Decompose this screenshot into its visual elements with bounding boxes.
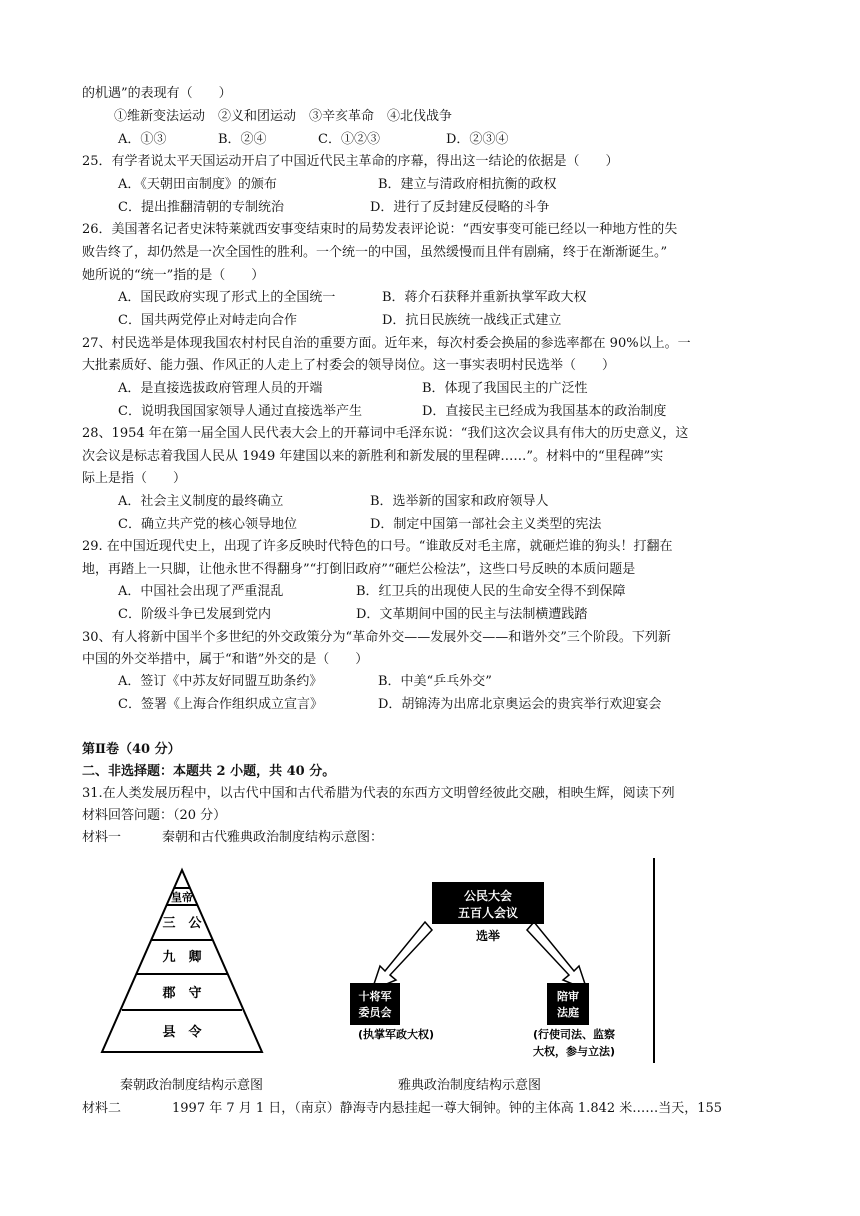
- q29-option-c: C．阶级斗争已发展到党内: [118, 607, 271, 622]
- q30-option-a: A．签订《中苏友好同盟互助条约》: [118, 674, 323, 689]
- caption-athens: 雅典政治制度结构示意图: [398, 1078, 542, 1093]
- court-label-2: 法庭: [557, 1006, 579, 1019]
- q25-option-a: A．《天朝田亩制度》的颁布: [118, 177, 277, 192]
- political-structure-diagram: [82, 850, 772, 1065]
- q28-stem-2: 次会议是标志着我国人民从 1949 年建国以来的新胜利和新发展的里程碑……”。材料中的“里程碑”实: [82, 449, 664, 464]
- q26-option-b: B．蒋介石获释并重新执掌军政大权: [382, 290, 587, 305]
- material2-label: 材料二: [82, 1101, 122, 1116]
- generals-label-1: 十将军: [358, 990, 392, 1003]
- arrow-right: [527, 922, 587, 990]
- q27-stem-1: 27、村民选举是体现我国农村村民自治的重要方面。近年来，每次村委会换届的参选率都在 90%以上。一: [82, 336, 691, 351]
- q28-option-b: B．选举新的国家和政府领导人: [370, 494, 549, 509]
- generals-label-2: 委员会: [358, 1006, 392, 1019]
- q28-option-c: C．确立共产党的核心领导地位: [118, 517, 297, 532]
- q28-option-a: A．社会主义制度的最终确立: [118, 494, 284, 509]
- material1-label: 材料一: [82, 830, 122, 845]
- q24-items: ①维新变法运动 ②义和团运动 ③辛亥革命 ④北伐战争: [114, 109, 453, 124]
- q24-option-b: B．②④: [218, 132, 267, 147]
- q26-option-d: D．抗日民族统一战线正式建立: [382, 313, 562, 328]
- q30-option-d: D．胡锦涛为出席北京奥运会的贵宾举行欢迎宴会: [378, 697, 662, 712]
- q29-stem-2: 地，再踏上一只脚，让他永世不得翻身”“打倒旧政府”“砸烂公检法”，这些口号反映的本质问题是: [82, 562, 636, 577]
- q27-option-c: C．说明我国国家领导人通过直接选举产生: [118, 404, 362, 419]
- pyramid-level-1: 皇帝: [171, 891, 193, 904]
- q30-stem-1: 30、有人将新中国半个多世纪的外交政策分为“革命外交——发展外交——和谐外交”三个阶段。下列新: [82, 630, 671, 645]
- q25-option-d: D．进行了反封建反侵略的斗争: [370, 200, 550, 215]
- q31-stem-2: 材料回答问题：（20 分）: [82, 808, 227, 823]
- pyramid-level-2: 三 公: [162, 916, 202, 931]
- q27-option-a: A．是直接选拔政府管理人员的开端: [118, 381, 323, 396]
- court-label-1: 陪审: [557, 990, 579, 1003]
- election-label: 选举: [475, 929, 501, 943]
- q30-option-c: C．签署《上海合作组织成立宣言》: [118, 697, 323, 712]
- q25-option-b: B．建立与清政府相抗衡的政权: [378, 177, 557, 192]
- section-title: 二、非选择题：本题共 2 小题，共 40 分。: [82, 764, 336, 779]
- q29-stem-1: 29. 在中国近现代史上，出现了许多反映时代特色的口号。“谁敢反对毛主席，就砸烂谁的狗头！打翻在: [82, 539, 673, 554]
- q26-option-c: C．国共两党停止对峙走向合作: [118, 313, 297, 328]
- q26-stem-1: 26．美国著名记者史沫特莱就西安事变结束时的局势发表评论说：“西安事变可能已经以一种地方性的失: [82, 222, 678, 237]
- part2-title: 第Ⅱ卷（40 分）: [82, 742, 181, 757]
- council-label: 五百人会议: [457, 906, 519, 920]
- pyramid-level-4: 郡 守: [162, 986, 202, 1001]
- q28-stem-3: 际上是指（ ）: [82, 471, 187, 486]
- q28-stem-1: 28、1954 年在第一届全国人民代表大会上的开幕词中毛泽东说：“我们这次会议具有伟大的历史意义，这: [82, 426, 689, 441]
- q25-stem: 25．有学者说太平天国运动开启了中国近代民主革命的序幕，得出这一结论的依据是（ ）: [82, 154, 619, 169]
- material1-text: 秦朝和古代雅典政治制度结构示意图：: [162, 830, 384, 845]
- pyramid-level-5: 县 令: [162, 1025, 202, 1040]
- q24-option-c: C．①②③: [318, 132, 380, 147]
- assembly-label: 公民大会: [463, 889, 513, 903]
- q29-option-a: A．中国社会出现了严重混乱: [118, 584, 284, 599]
- q24-option-a: A．①③: [118, 132, 167, 147]
- generals-caption: (执掌军政大权): [357, 1028, 435, 1041]
- court-caption-1: (行使司法、监察: [532, 1028, 616, 1041]
- q29-option-d: D．文革期间中国的民主与法制横遭践踏: [356, 607, 588, 622]
- court-caption-2: 大权，参与立法): [532, 1045, 616, 1058]
- q24-stem-tail: 的机遇”的表现有（ ）: [82, 86, 232, 101]
- q27-stem-2: 大批素质好、能力强、作风正的人走上了村委会的领导岗位。这一事实表明村民选举（ ）: [82, 358, 616, 373]
- q25-option-c: C．提出推翻清朝的专制统治: [118, 200, 284, 215]
- q30-stem-2: 中国的外交举措中，属于“和谐”外交的是（ ）: [82, 652, 369, 667]
- pyramid-level-3: 九 卿: [162, 950, 202, 965]
- q31-stem-1: 31.在人类发展历程中，以古代中国和古代希腊为代表的东西方文明曾经彼此交融，相映生辉，阅读下列: [82, 786, 675, 801]
- q30-option-b: B．中美“乒乓外交”: [378, 674, 492, 689]
- q26-option-a: A．国民政府实现了形式上的全国统一: [118, 290, 336, 305]
- caption-qin: 秦朝政治制度结构示意图: [120, 1078, 264, 1093]
- q27-option-b: B．体现了我国民主的广泛性: [422, 381, 588, 396]
- q28-option-d: D．制定中国第一部社会主义类型的宪法: [370, 517, 602, 532]
- q26-stem-2: 败告终了，却仍然是一次全国性的胜利。一个统一的中国，虽然缓慢而且伴有剧痛，终于在渐渐诞生。”: [82, 245, 668, 260]
- q29-option-b: B．红卫兵的出现使人民的生命安全得不到保障: [356, 584, 626, 599]
- material2-text: 1997 年 7 月 1 日，（南京）静海寺内悬挂起一尊大铜钟。钟的主体高 1.842 米……当天，155: [172, 1101, 723, 1116]
- arrow-left: [372, 922, 432, 990]
- q24-option-d: D．②③④: [446, 132, 509, 147]
- q27-option-d: D．直接民主已经成为我国基本的政治制度: [422, 404, 667, 419]
- q26-stem-3: 她所说的“统一”指的是（ ）: [82, 268, 265, 283]
